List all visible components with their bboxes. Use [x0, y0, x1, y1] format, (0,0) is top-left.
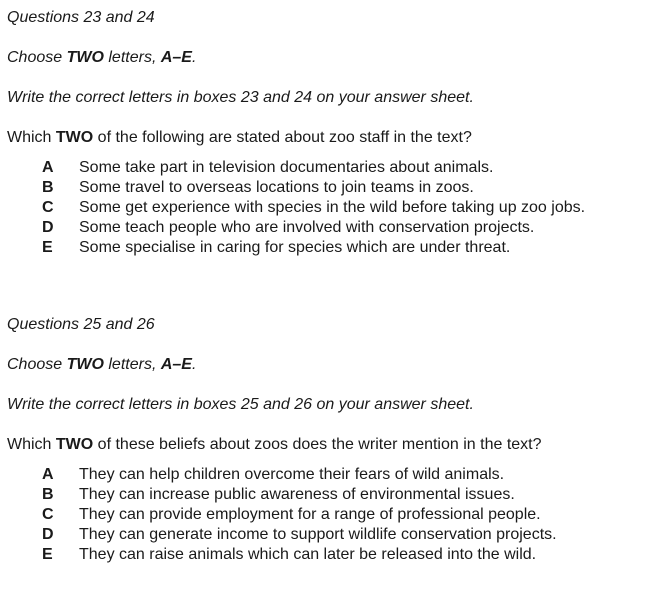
option-text: They can generate income to support wildlife conservation projects.	[79, 526, 557, 543]
option-text: Some take part in television documentaries about animals.	[79, 159, 494, 176]
choose-bold-range: A–E	[160, 356, 192, 373]
question-prompt	[7, 128, 472, 148]
choose-instruction	[7, 48, 196, 68]
option-b	[42, 178, 474, 198]
choose-bold-count: TWO	[66, 49, 104, 66]
option-letter: D	[42, 526, 54, 543]
option-letter: A	[42, 466, 54, 483]
option-text: Some get experience with species in the wild before taking up zoo jobs.	[79, 199, 586, 216]
section-heading: Questions 25 and 26	[7, 316, 155, 333]
option-letter: A	[42, 159, 54, 176]
write-instruction: Write the correct letters in boxes 25 and 26 on your answer sheet.	[7, 396, 474, 413]
option-text: They can raise animals which can later be released into the wild.	[79, 546, 537, 563]
option-a	[42, 158, 493, 178]
choose-post: .	[191, 356, 197, 373]
option-text: They can increase public awareness of environmental issues.	[79, 486, 515, 503]
choose-pre: Choose	[7, 49, 67, 66]
option-letter: C	[42, 506, 54, 523]
question-pre: Which	[7, 436, 56, 453]
option-e	[42, 545, 536, 565]
option-text: Some teach people who are involved with conservation projects.	[79, 219, 535, 236]
choose-bold-range: A–E	[160, 49, 192, 66]
choose-pre: Choose	[7, 356, 67, 373]
choose-mid: letters,	[103, 49, 161, 66]
option-letter: E	[42, 239, 53, 256]
option-letter: B	[42, 486, 54, 503]
option-text: They can help children overcome their fears of wild animals.	[79, 466, 505, 483]
choose-instruction	[7, 355, 196, 375]
section-heading: Questions 23 and 24	[7, 9, 155, 26]
option-letter: D	[42, 219, 54, 236]
question-prompt	[7, 435, 542, 455]
option-text: Some travel to overseas locations to join teams in zoos.	[79, 179, 474, 196]
option-letter: C	[42, 199, 54, 216]
option-letter: E	[42, 546, 53, 563]
option-d	[42, 218, 534, 238]
option-b	[42, 485, 515, 505]
question-pre: Which	[7, 129, 56, 146]
choose-bold-count: TWO	[66, 356, 104, 373]
option-e	[42, 238, 510, 258]
option-text: Some specialise in caring for species which are under threat.	[79, 239, 511, 256]
question-post: of the following are stated about zoo staff in the text?	[93, 129, 472, 146]
choose-post: .	[191, 49, 197, 66]
option-d	[42, 525, 557, 545]
write-instruction: Write the correct letters in boxes 23 and 24 on your answer sheet.	[7, 89, 474, 106]
question-post: of these beliefs about zoos does the writer mention in the text?	[93, 436, 542, 453]
question-bold: TWO	[55, 436, 94, 453]
option-a	[42, 465, 504, 485]
option-text: They can provide employment for a range of professional people.	[79, 506, 541, 523]
question-bold: TWO	[55, 129, 94, 146]
option-c	[42, 505, 541, 525]
option-letter: B	[42, 179, 54, 196]
choose-mid: letters,	[103, 356, 161, 373]
option-c	[42, 198, 585, 218]
